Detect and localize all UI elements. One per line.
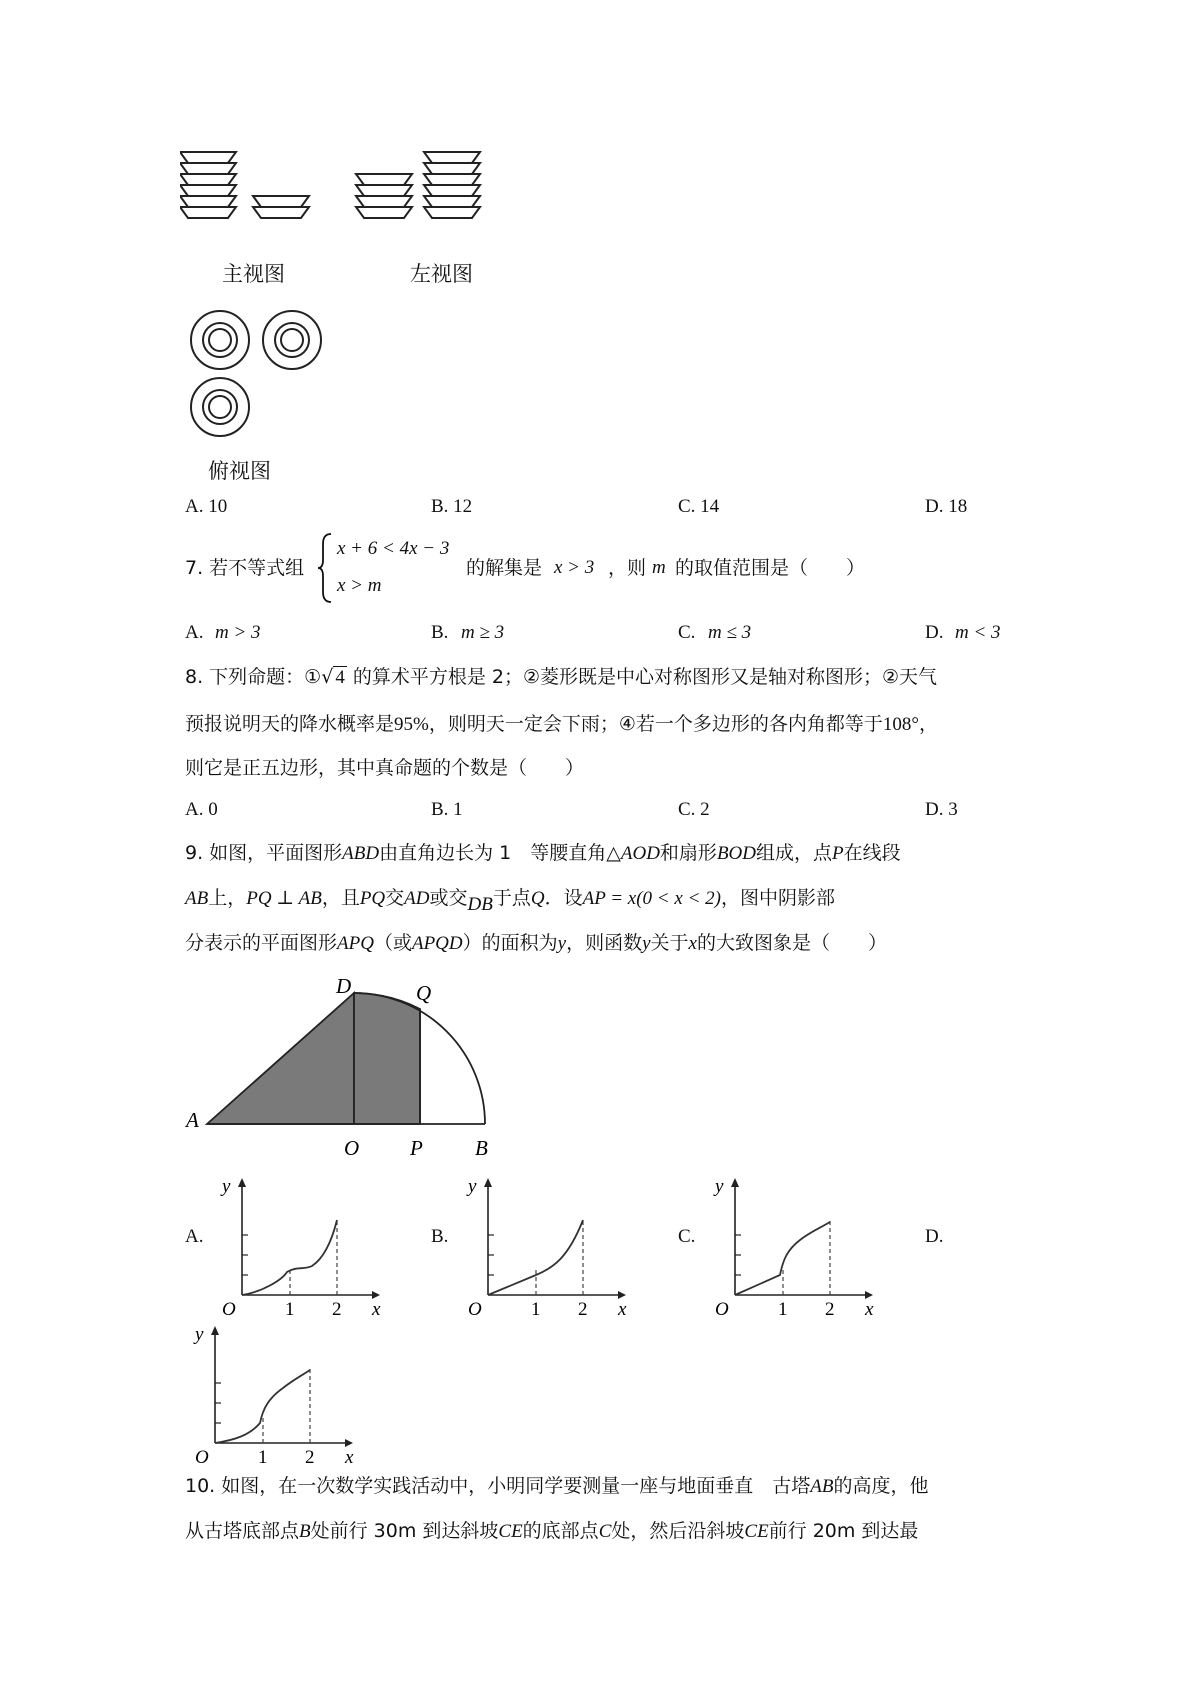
q9-math: PQ ⊥ AB	[246, 888, 322, 909]
y-axis-arrow	[731, 1178, 739, 1187]
q8-line2-deg: 108°	[882, 714, 919, 735]
q9-math: △AOD	[606, 843, 660, 864]
q8-line1-a: 8. 下列命题：①	[185, 666, 322, 688]
q8-line2-b: ，则明天一定会下雨；④若一个多边形的各内角都等于	[428, 713, 883, 735]
q10-text: 的高度，他	[833, 1475, 929, 1497]
x-axis-arrow	[865, 1291, 873, 1299]
origin-label: O	[468, 1299, 482, 1320]
q9-text: （或	[373, 932, 412, 954]
q9-geometry-figure	[180, 975, 510, 1164]
function-curve	[488, 1220, 583, 1295]
q9-math: APQD	[411, 933, 463, 954]
q9-math: AD	[404, 888, 430, 909]
q9-math: AP = x(0 < x < 2)	[582, 888, 721, 909]
x-tick-label-2: 2	[332, 1299, 342, 1320]
x-tick-label-1: 1	[531, 1299, 541, 1320]
q9-text: 分表示的平面图形	[185, 932, 338, 954]
q7-inequality-1: x + 6 < 4x − 3	[337, 538, 450, 559]
q10-math: CE	[744, 1521, 769, 1542]
q7-option-b-label: B.	[431, 622, 449, 643]
y-axis-label: y	[468, 1176, 477, 1197]
left-view-label: 左视图	[410, 262, 473, 286]
q9-text: 在线段	[843, 842, 901, 864]
q10-math: CE	[498, 1521, 523, 1542]
q8-line3: 则它是正五边形，其中真命题的个数是（ ）	[185, 757, 585, 779]
top-view-ring	[191, 311, 249, 369]
q8-line1	[185, 664, 937, 691]
x-axis-label: x	[372, 1299, 381, 1320]
bowl-outline	[180, 174, 236, 185]
q9-math: DB	[467, 894, 493, 915]
q7-option-c-label: C.	[678, 622, 696, 643]
q8-option-d: D. 3	[925, 799, 958, 820]
q9-graph-a	[212, 1170, 392, 1324]
q9-text: 交	[385, 887, 405, 909]
q9-option-c-label: C.	[678, 1226, 696, 1247]
q9-math: BOD	[716, 843, 756, 864]
q8-line2-a: 预报说明天的降水概率是	[185, 713, 395, 735]
bowl-outline	[180, 196, 236, 207]
q7-tail: 的取值范围是（ ）	[675, 557, 866, 579]
q6-option-c: C. 14	[678, 496, 720, 517]
point-label-a: A	[186, 1108, 199, 1132]
q9-line2	[185, 885, 835, 915]
q7-system-brace	[317, 532, 333, 608]
q9-math: y	[642, 933, 651, 954]
q7-option-d-expr: m < 3	[955, 622, 1001, 643]
q10-math: AB	[810, 1476, 834, 1497]
origin-label: O	[195, 1447, 209, 1468]
q9-text: 组成，点	[756, 842, 833, 864]
q6-option-b: B. 12	[431, 496, 473, 517]
q9-text: 或交	[429, 887, 468, 909]
q10-text: 处，然后沿斜坡	[611, 1520, 745, 1542]
q7-option-a-expr: m > 3	[215, 622, 261, 643]
q9-option-b-label: B.	[431, 1226, 449, 1247]
q8-line2-pct: 95%	[394, 714, 429, 735]
q9-text: ．设	[544, 887, 583, 909]
y-axis-arrow	[211, 1326, 219, 1335]
q10-text: 10. 如图，在一次数学实践活动中，小明同学要测量一座与地面垂直 古塔	[185, 1475, 811, 1497]
three-view-figure	[180, 145, 520, 480]
q9-option-d-label: D.	[925, 1226, 944, 1247]
q10-math: C	[598, 1521, 612, 1542]
q7-mid2: ，则	[608, 557, 647, 579]
q9-text: 9. 如图，平面图形	[185, 842, 343, 864]
q10-text: 从古塔底部点	[185, 1520, 300, 1542]
q9-text: 关于	[650, 932, 689, 954]
q9-math: Q	[530, 888, 545, 909]
q10-line2	[185, 1518, 918, 1545]
q7-option-d-label: D.	[925, 622, 944, 643]
front-view-label: 主视图	[222, 262, 285, 286]
x-tick-label-1: 1	[258, 1447, 268, 1468]
bowl-outline	[424, 174, 480, 185]
q7-option-a-label: A.	[185, 622, 204, 643]
x-axis-label: x	[865, 1299, 874, 1320]
q6-option-a: A. 10	[185, 496, 228, 517]
q9-text: ，则函数	[566, 932, 643, 954]
x-tick-label-1: 1	[285, 1299, 295, 1320]
top-view-ring	[191, 378, 249, 436]
q9-graph-b	[458, 1170, 638, 1324]
bowl-outline	[424, 152, 480, 163]
front-view-stack-2	[253, 196, 309, 218]
bowl-outline	[424, 185, 480, 196]
q10-line1	[185, 1473, 929, 1500]
q10-math: B	[299, 1521, 311, 1542]
q9-text: 由直角边长为 1 等腰直角	[379, 842, 607, 864]
bowl-outline	[180, 185, 236, 196]
q9-graph-d	[185, 1318, 365, 1472]
q8-option-a: A. 0	[185, 799, 218, 820]
q9-math: ABD	[342, 843, 380, 864]
q9-math: PQ	[359, 888, 386, 909]
q9-option-a-label: A.	[185, 1226, 204, 1247]
point-label-d: D	[336, 975, 352, 998]
point-label-o: O	[344, 1136, 360, 1160]
q9-text: ，且	[321, 887, 360, 909]
q9-text: ，图中阴影部	[720, 887, 835, 909]
q6-option-d: D. 18	[925, 496, 968, 517]
left-view-stack-6	[424, 152, 480, 218]
front-view-stack-6	[180, 152, 236, 218]
y-axis-label: y	[222, 1176, 231, 1197]
x-tick-label-1: 1	[778, 1299, 788, 1320]
x-axis-label: x	[345, 1447, 354, 1468]
x-tick-label-2: 2	[825, 1299, 835, 1320]
bowl-outline	[424, 196, 480, 207]
q9-math: APQ	[337, 933, 374, 954]
q9-text: 上，	[208, 887, 247, 909]
x-axis-label: x	[618, 1299, 627, 1320]
bowl-outline	[424, 207, 480, 218]
shaded-triangle	[207, 993, 354, 1124]
q9-text: 的大致图象是（ ）	[696, 932, 887, 954]
bowl-outline	[356, 196, 412, 207]
x-tick-label-2: 2	[578, 1299, 588, 1320]
q7-var: m	[652, 557, 666, 578]
shaded-sector-strip	[354, 993, 420, 1124]
q9-geometry-svg	[180, 975, 510, 1160]
q7-lead: 7. 若不等式组	[185, 557, 305, 579]
q9-text: 和扇形	[659, 842, 717, 864]
q10-text: 的底部点	[522, 1520, 599, 1542]
bowl-outline	[356, 185, 412, 196]
bowl-outline	[356, 207, 412, 218]
q9-math: AB	[185, 888, 209, 909]
q9-text: ）的面积为	[462, 932, 558, 954]
q9-math: x	[688, 933, 697, 954]
q7-option-c-expr: m ≤ 3	[708, 622, 752, 643]
q8-option-c: C. 2	[678, 799, 710, 820]
q7-condition: x > 3	[554, 557, 595, 578]
x-tick-label-2: 2	[305, 1447, 315, 1468]
bowl-outline	[180, 207, 236, 218]
q9-line3	[185, 930, 887, 957]
y-axis-label: y	[715, 1176, 724, 1197]
q10-text: 处前行 30m 到达斜坡	[310, 1520, 499, 1542]
origin-label: O	[715, 1299, 729, 1320]
y-axis-arrow	[484, 1178, 492, 1187]
q8-sqrt-num: 4	[335, 667, 345, 688]
q7-mid: 的解集是	[466, 557, 543, 579]
q9-graph-c	[705, 1170, 885, 1324]
q9-math: y	[557, 933, 567, 954]
q9-text: 于点	[492, 887, 531, 909]
three-view-drawing	[180, 145, 520, 480]
top-view-ring	[263, 311, 321, 369]
bowl-outline	[253, 207, 309, 218]
q7-option-b-expr: m ≥ 3	[461, 622, 505, 643]
point-label-q: Q	[416, 981, 432, 1005]
top-view-label: 俯视图	[208, 459, 271, 483]
bowl-outline	[253, 196, 309, 207]
bowl-outline	[356, 174, 412, 185]
q8-line2	[185, 711, 938, 738]
function-curve	[242, 1220, 337, 1295]
x-axis-arrow	[618, 1291, 626, 1299]
bowl-outline	[180, 152, 236, 163]
q10-text: 前行 20m 到达最	[768, 1520, 919, 1542]
sqrt-sign: √	[321, 666, 334, 688]
y-axis-arrow	[238, 1178, 246, 1187]
point-label-p: P	[410, 1136, 423, 1160]
left-view-stack-4	[356, 174, 412, 218]
bowl-outline	[424, 163, 480, 174]
x-axis-arrow	[372, 1291, 380, 1299]
bowl-outline	[180, 163, 236, 174]
q9-line1	[185, 840, 901, 867]
q8-option-b: B. 1	[431, 799, 463, 820]
point-label-b: B	[475, 1136, 488, 1160]
origin-label: O	[222, 1299, 236, 1320]
q8-line2-c: ，	[919, 713, 939, 735]
q8-line1-b: 的算术平方根是 2；②菱形既是中心对称图形又是轴对称图形；②天气	[352, 666, 938, 688]
q9-math: P	[832, 843, 844, 864]
x-axis-arrow	[345, 1439, 353, 1447]
y-axis-label: y	[195, 1324, 204, 1345]
q7-inequality-2: x > m	[337, 575, 382, 596]
